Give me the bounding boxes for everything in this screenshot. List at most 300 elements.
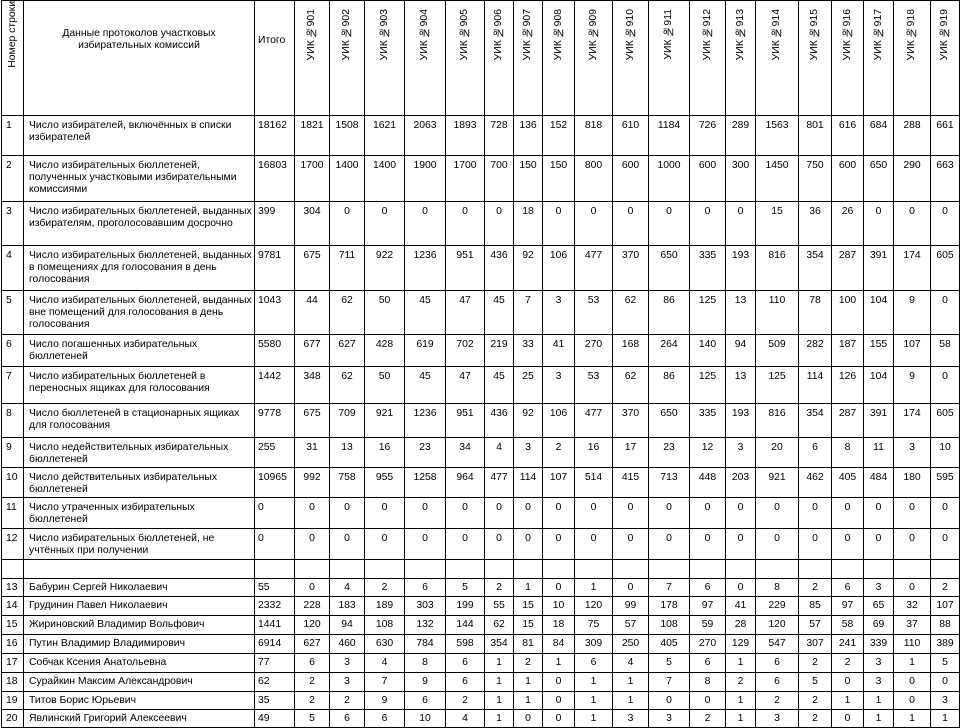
row-label-cell: Число недействительных избирательных бюллетеней <box>24 438 255 468</box>
uik-value-cell: 3 <box>864 673 894 692</box>
uik-value-cell: 605 <box>931 404 960 438</box>
uik-value-cell: 605 <box>931 246 960 291</box>
uik-value-cell: 726 <box>690 116 726 156</box>
uik-value-cell: 595 <box>931 468 960 498</box>
total-cell: 2332 <box>255 597 295 616</box>
uik-value-cell: 0 <box>894 529 931 560</box>
row-label-cell: Число действительных избирательных бюллетеней <box>24 468 255 498</box>
uik-value-cell: 509 <box>756 335 799 367</box>
uik-value-cell: 282 <box>799 335 832 367</box>
uik-value-cell: 600 <box>832 156 864 202</box>
uik-value-cell: 0 <box>894 579 931 597</box>
row-label-cell: Титов Борис Юрьевич <box>24 692 255 710</box>
uik-value-cell: 8 <box>690 673 726 692</box>
uik-value-cell: 0 <box>543 692 575 710</box>
uik-value-cell: 921 <box>365 404 405 438</box>
uik-value-cell: 36 <box>799 202 832 246</box>
uik-value-cell: 250 <box>613 635 649 654</box>
uik-value-cell: 6 <box>690 579 726 597</box>
uik-value-cell: 1821 <box>295 116 330 156</box>
uik-value-cell: 1 <box>894 710 931 728</box>
protocol-row <box>2 438 960 468</box>
uik-value-cell: 0 <box>543 529 575 560</box>
uik-value-cell: 0 <box>832 710 864 728</box>
uik-value-cell: 3 <box>756 710 799 728</box>
uik-value-cell: 0 <box>405 202 446 246</box>
uik-value-cell: 41 <box>726 597 756 616</box>
uik-value-cell: 951 <box>446 404 485 438</box>
uik-value-cell: 6 <box>690 654 726 673</box>
uik-value-cell: 1400 <box>330 156 365 202</box>
row-label-cell: Число избирательных бюллетеней в переносных ящиках для голосования <box>24 367 255 404</box>
uik-value-cell: 6 <box>405 692 446 710</box>
uik-value-cell: 0 <box>649 529 690 560</box>
uik-value-cell: 114 <box>514 468 543 498</box>
uik-column-header: УИК №911 <box>649 1 690 116</box>
uik-value-cell: 17 <box>613 438 649 468</box>
uik-value-cell: 53 <box>575 291 613 335</box>
uik-value-cell: 818 <box>575 116 613 156</box>
uik-value-cell: 677 <box>295 335 330 367</box>
uik-value-cell: 816 <box>756 404 799 438</box>
uik-value-cell: 4 <box>330 579 365 597</box>
uik-value-cell: 335 <box>690 404 726 438</box>
uik-value-cell: 0 <box>405 529 446 560</box>
uik-value-cell: 106 <box>543 404 575 438</box>
uik-value-cell: 4 <box>365 654 405 673</box>
uik-value-cell: 174 <box>894 404 931 438</box>
uik-value-cell: 41 <box>543 335 575 367</box>
uik-value-cell: 1 <box>931 710 960 728</box>
uik-value-cell: 228 <box>295 597 330 616</box>
uik-value-cell: 600 <box>690 156 726 202</box>
uik-value-cell: 110 <box>756 291 799 335</box>
row-number-cell: 8 <box>2 404 24 438</box>
total-cell: 55 <box>255 579 295 597</box>
uik-value-cell: 3 <box>864 579 894 597</box>
uik-value-cell: 140 <box>690 335 726 367</box>
uik-value-cell: 1 <box>575 710 613 728</box>
uik-value-cell: 20 <box>756 438 799 468</box>
uik-value-cell: 45 <box>405 291 446 335</box>
row-number-cell: 17 <box>2 654 24 673</box>
uik-value-cell: 1700 <box>446 156 485 202</box>
uik-value-cell: 0 <box>931 202 960 246</box>
uik-value-cell: 132 <box>405 616 446 635</box>
uik-value-cell: 58 <box>832 616 864 635</box>
total-cell: 18162 <box>255 116 295 156</box>
uik-value-cell: 816 <box>756 246 799 291</box>
uik-value-cell: 477 <box>575 404 613 438</box>
uik-value-cell: 922 <box>365 246 405 291</box>
row-label-cell: Число утраченных избирательных бюллетеней <box>24 498 255 529</box>
uik-value-cell: 241 <box>832 635 864 654</box>
header-row <box>2 1 960 116</box>
candidate-row <box>2 635 960 654</box>
uik-value-cell: 47 <box>446 367 485 404</box>
uik-value-cell: 1 <box>613 692 649 710</box>
row-label-cell: Число избирательных бюллетеней, выданных вне помещений для голосования в день голосования <box>24 291 255 335</box>
uik-value-cell: 0 <box>931 291 960 335</box>
row-label-cell: Грудинин Павел Николаевич <box>24 597 255 616</box>
uik-value-cell: 62 <box>613 291 649 335</box>
total-cell: 35 <box>255 692 295 710</box>
row-label-cell: Число избирательных бюллетеней, выданных в помещениях для голосования в день голосования <box>24 246 255 291</box>
uik-value-cell: 6 <box>330 710 365 728</box>
uik-value-cell: 4 <box>613 654 649 673</box>
protocol-row <box>2 202 960 246</box>
uik-value-cell: 484 <box>864 468 894 498</box>
uik-value-cell: 9 <box>894 291 931 335</box>
uik-value-cell: 1 <box>514 579 543 597</box>
uik-value-cell: 0 <box>649 498 690 529</box>
uik-value-cell: 1893 <box>446 116 485 156</box>
uik-value-cell: 348 <box>295 367 330 404</box>
uik-value-cell: 1563 <box>756 116 799 156</box>
uik-value-cell: 728 <box>485 116 514 156</box>
candidate-row <box>2 673 960 692</box>
row-number-cell: 11 <box>2 498 24 529</box>
uik-value-cell: 702 <box>446 335 485 367</box>
total-cell: 9781 <box>255 246 295 291</box>
uik-value-cell: 0 <box>649 692 690 710</box>
uik-value-cell: 0 <box>894 202 931 246</box>
uik-column-header: УИК №916 <box>832 1 864 116</box>
uik-value-cell: 0 <box>931 367 960 404</box>
uik-value-cell: 125 <box>690 291 726 335</box>
uik-value-cell: 2 <box>446 692 485 710</box>
row-number-cell: 4 <box>2 246 24 291</box>
uik-value-cell: 339 <box>864 635 894 654</box>
uik-value-cell: 62 <box>613 367 649 404</box>
uik-value-cell: 0 <box>575 202 613 246</box>
uik-value-cell: 1 <box>613 673 649 692</box>
uik-value-cell: 62 <box>330 291 365 335</box>
uik-value-cell: 11 <box>864 438 894 468</box>
uik-value-cell: 120 <box>575 597 613 616</box>
row-number-cell: 13 <box>2 579 24 597</box>
uik-value-cell: 13 <box>726 367 756 404</box>
uik-value-cell: 23 <box>405 438 446 468</box>
uik-value-cell: 0 <box>613 498 649 529</box>
row-label-cell: Бабурин Сергей Николаевич <box>24 579 255 597</box>
uik-value-cell: 0 <box>613 202 649 246</box>
total-cell: 5580 <box>255 335 295 367</box>
uik-value-cell: 0 <box>446 498 485 529</box>
uik-value-cell: 15 <box>756 202 799 246</box>
uik-value-cell: 9 <box>405 673 446 692</box>
uik-column-header: УИК №901 <box>295 1 330 116</box>
uik-value-cell: 1900 <box>405 156 446 202</box>
uik-value-cell: 45 <box>485 367 514 404</box>
uik-value-cell: 436 <box>485 246 514 291</box>
uik-value-cell: 354 <box>799 246 832 291</box>
uik-value-cell: 97 <box>832 597 864 616</box>
row-number-cell: 6 <box>2 335 24 367</box>
uik-value-cell: 57 <box>613 616 649 635</box>
uik-value-cell: 610 <box>613 116 649 156</box>
uik-value-cell: 1258 <box>405 468 446 498</box>
row-number-cell: 16 <box>2 635 24 654</box>
uik-value-cell: 0 <box>832 529 864 560</box>
uik-value-cell: 0 <box>365 498 405 529</box>
protocol-row <box>2 498 960 529</box>
uik-column-header: УИК №914 <box>756 1 799 116</box>
row-number-cell: 1 <box>2 116 24 156</box>
uik-value-cell: 784 <box>405 635 446 654</box>
uik-value-cell: 114 <box>799 367 832 404</box>
uik-value-cell: 2 <box>931 579 960 597</box>
uik-value-cell: 0 <box>485 202 514 246</box>
uik-value-cell: 684 <box>864 116 894 156</box>
uik-value-cell: 0 <box>330 529 365 560</box>
row-number-cell: 9 <box>2 438 24 468</box>
total-cell: 255 <box>255 438 295 468</box>
uik-value-cell: 59 <box>690 616 726 635</box>
uik-value-cell: 1 <box>726 710 756 728</box>
uik-value-cell: 7 <box>365 673 405 692</box>
uik-column-header: УИК №917 <box>864 1 894 116</box>
uik-value-cell: 0 <box>365 529 405 560</box>
uik-value-cell: 6 <box>756 673 799 692</box>
uik-value-cell: 58 <box>931 335 960 367</box>
candidate-row <box>2 654 960 673</box>
uik-value-cell: 0 <box>690 692 726 710</box>
uik-value-cell: 0 <box>543 202 575 246</box>
uik-column-header: УИК №908 <box>543 1 575 116</box>
uik-value-cell: 0 <box>864 202 894 246</box>
candidate-row <box>2 616 960 635</box>
uik-value-cell: 290 <box>894 156 931 202</box>
uik-value-cell: 45 <box>485 291 514 335</box>
uik-value-cell: 709 <box>330 404 365 438</box>
uik-column-header: УИК №904 <box>405 1 446 116</box>
uik-value-cell: 5 <box>295 710 330 728</box>
row-number-cell: 18 <box>2 673 24 692</box>
uik-value-cell: 0 <box>543 673 575 692</box>
uik-value-cell: 2 <box>543 438 575 468</box>
protocol-row <box>2 404 960 438</box>
candidate-row <box>2 579 960 597</box>
uik-value-cell: 370 <box>613 404 649 438</box>
uik-value-cell: 675 <box>295 246 330 291</box>
uik-value-cell: 168 <box>613 335 649 367</box>
uik-column-header: УИК №912 <box>690 1 726 116</box>
uik-value-cell: 415 <box>613 468 649 498</box>
uik-value-cell: 0 <box>514 710 543 728</box>
uik-value-cell: 50 <box>365 367 405 404</box>
uik-value-cell: 26 <box>832 202 864 246</box>
row-number-cell: 5 <box>2 291 24 335</box>
uik-value-cell: 288 <box>894 116 931 156</box>
uik-value-cell: 12 <box>690 438 726 468</box>
uik-value-cell: 661 <box>931 116 960 156</box>
uik-value-cell: 229 <box>756 597 799 616</box>
total-cell: 9778 <box>255 404 295 438</box>
uik-value-cell: 0 <box>514 498 543 529</box>
uik-value-cell: 120 <box>756 616 799 635</box>
uik-value-cell: 2 <box>365 579 405 597</box>
row-label-cell: Собчак Ксения Анатольевна <box>24 654 255 673</box>
uik-value-cell: 94 <box>330 616 365 635</box>
uik-value-cell: 951 <box>446 246 485 291</box>
uik-column-header: УИК №905 <box>446 1 485 116</box>
row-label-cell: Число погашенных избирательных бюллетеней <box>24 335 255 367</box>
uik-value-cell: 0 <box>690 529 726 560</box>
total-cell: 6914 <box>255 635 295 654</box>
uik-column-header: УИК №902 <box>330 1 365 116</box>
uik-value-cell: 193 <box>726 246 756 291</box>
uik-value-cell: 0 <box>613 579 649 597</box>
uik-value-cell: 18 <box>514 202 543 246</box>
uik-value-cell: 650 <box>649 404 690 438</box>
uik-value-cell: 2 <box>799 654 832 673</box>
uik-value-cell: 0 <box>365 202 405 246</box>
uik-value-cell: 0 <box>295 579 330 597</box>
uik-value-cell: 354 <box>799 404 832 438</box>
uik-value-cell: 0 <box>543 710 575 728</box>
uik-value-cell: 750 <box>799 156 832 202</box>
uik-value-cell: 1 <box>485 710 514 728</box>
uik-value-cell: 55 <box>485 597 514 616</box>
uik-value-cell: 155 <box>864 335 894 367</box>
uik-value-cell: 219 <box>485 335 514 367</box>
uik-value-cell: 6 <box>295 654 330 673</box>
uik-value-cell: 0 <box>485 529 514 560</box>
uik-value-cell: 104 <box>864 291 894 335</box>
total-cell: 16803 <box>255 156 295 202</box>
uik-value-cell: 0 <box>543 579 575 597</box>
total-cell: 1442 <box>255 367 295 404</box>
empty-separator-row <box>2 560 960 579</box>
uik-value-cell: 3 <box>864 654 894 673</box>
uik-value-cell: 15 <box>514 616 543 635</box>
uik-value-cell: 270 <box>575 335 613 367</box>
uik-value-cell: 627 <box>295 635 330 654</box>
uik-value-cell: 180 <box>894 468 931 498</box>
uik-value-cell: 0 <box>575 529 613 560</box>
uik-value-cell: 3 <box>543 291 575 335</box>
uik-value-cell: 0 <box>864 498 894 529</box>
uik-value-cell: 2 <box>756 692 799 710</box>
uik-value-cell: 23 <box>649 438 690 468</box>
row-number-cell: 10 <box>2 468 24 498</box>
uik-value-cell: 8 <box>405 654 446 673</box>
uik-value-cell: 1700 <box>295 156 330 202</box>
uik-column-header: УИК №909 <box>575 1 613 116</box>
uik-value-cell: 31 <box>295 438 330 468</box>
uik-value-cell: 85 <box>799 597 832 616</box>
uik-value-cell: 100 <box>832 291 864 335</box>
uik-value-cell: 303 <box>405 597 446 616</box>
uik-value-cell: 1 <box>485 692 514 710</box>
uik-value-cell: 2 <box>514 654 543 673</box>
separator-section <box>2 560 960 579</box>
uik-value-cell: 69 <box>864 616 894 635</box>
uik-value-cell: 307 <box>799 635 832 654</box>
row-number-cell: 19 <box>2 692 24 710</box>
uik-value-cell: 2 <box>295 692 330 710</box>
uik-value-cell: 2 <box>330 692 365 710</box>
uik-value-cell: 37 <box>894 616 931 635</box>
uik-value-cell: 460 <box>330 635 365 654</box>
uik-value-cell: 2063 <box>405 116 446 156</box>
uik-value-cell: 0 <box>330 498 365 529</box>
uik-value-cell: 129 <box>726 635 756 654</box>
uik-value-cell: 287 <box>832 404 864 438</box>
uik-value-cell: 13 <box>726 291 756 335</box>
uik-value-cell: 3 <box>514 438 543 468</box>
uik-value-cell: 2 <box>799 579 832 597</box>
row-number-cell: 14 <box>2 597 24 616</box>
uik-value-cell: 627 <box>330 335 365 367</box>
uik-value-cell: 16 <box>575 438 613 468</box>
uik-value-cell: 125 <box>756 367 799 404</box>
uik-value-cell: 32 <box>894 597 931 616</box>
uik-value-cell: 150 <box>543 156 575 202</box>
uik-value-cell: 1 <box>832 692 864 710</box>
uik-value-cell: 0 <box>726 498 756 529</box>
uik-column-header: УИК №913 <box>726 1 756 116</box>
uik-value-cell: 675 <box>295 404 330 438</box>
uik-value-cell: 0 <box>514 529 543 560</box>
uik-value-cell: 107 <box>931 597 960 616</box>
uik-value-cell: 6 <box>756 654 799 673</box>
uik-value-cell: 10 <box>543 597 575 616</box>
candidate-row <box>2 692 960 710</box>
uik-value-cell: 62 <box>330 367 365 404</box>
uik-value-cell: 4 <box>446 710 485 728</box>
uik-value-cell: 53 <box>575 367 613 404</box>
uik-value-cell: 1 <box>485 673 514 692</box>
uik-value-cell: 1508 <box>330 116 365 156</box>
uik-value-cell: 57 <box>799 616 832 635</box>
candidate-row <box>2 597 960 616</box>
uik-value-cell: 10 <box>405 710 446 728</box>
uik-value-cell: 650 <box>864 156 894 202</box>
protocol-row <box>2 116 960 156</box>
uik-value-cell: 92 <box>514 246 543 291</box>
row-number-cell: 20 <box>2 710 24 728</box>
uik-value-cell: 5 <box>649 654 690 673</box>
uik-value-cell: 62 <box>485 616 514 635</box>
uik-value-cell: 270 <box>690 635 726 654</box>
uik-value-cell: 0 <box>330 202 365 246</box>
uik-value-cell: 1 <box>514 692 543 710</box>
uik-value-cell: 5 <box>931 654 960 673</box>
uik-value-cell: 448 <box>690 468 726 498</box>
uik-value-cell: 144 <box>446 616 485 635</box>
uik-value-cell: 6 <box>832 579 864 597</box>
uik-value-cell: 8 <box>832 438 864 468</box>
uik-value-cell: 174 <box>894 246 931 291</box>
total-cell: 49 <box>255 710 295 728</box>
row-label-cell: Число избирательных бюллетеней, полученных участковыми избирательными комиссиями <box>24 156 255 202</box>
uik-value-cell: 108 <box>649 616 690 635</box>
uik-value-cell: 0 <box>726 529 756 560</box>
total-cell: 77 <box>255 654 295 673</box>
uik-value-cell: 1 <box>864 710 894 728</box>
uik-value-cell: 0 <box>613 529 649 560</box>
uik-value-cell: 264 <box>649 335 690 367</box>
row-label-cell: Число избирателей, включённых в списки избирателей <box>24 116 255 156</box>
row-label-cell: Жириновский Владимир Вольфович <box>24 616 255 635</box>
uik-value-cell: 0 <box>756 529 799 560</box>
uik-value-cell: 0 <box>575 498 613 529</box>
uik-value-cell: 99 <box>613 597 649 616</box>
protocol-row <box>2 468 960 498</box>
uik-value-cell: 189 <box>365 597 405 616</box>
